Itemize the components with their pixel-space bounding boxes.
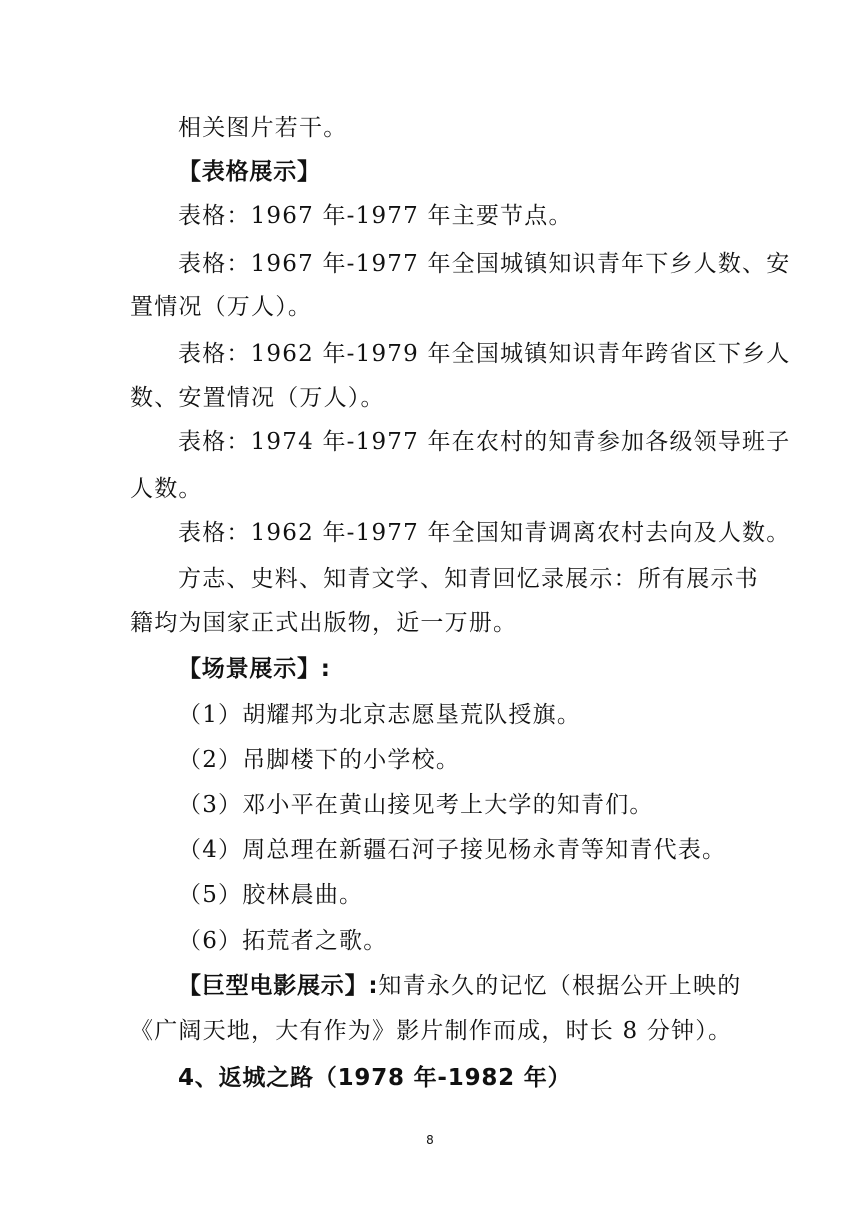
paragraph-table-4-line-1: 表格：1974 年-1977 年在农村的知青参加各级领导班子 bbox=[178, 429, 791, 455]
page-number: 8 bbox=[426, 1133, 434, 1147]
scene-item-6: （6）拓荒者之歌。 bbox=[178, 928, 388, 954]
scene-item-2: （2）吊脚楼下的小学校。 bbox=[178, 747, 461, 773]
scene-item-1: （1）胡耀邦为北京志愿垦荒队授旗。 bbox=[178, 702, 582, 728]
paragraph-table-3-line-1: 表格：1962 年-1979 年全国城镇知识青年跨省区下乡人 bbox=[178, 341, 791, 367]
scene-item-4: （4）周总理在新疆石河子接见杨永青等知青代表。 bbox=[178, 837, 727, 863]
film-display-line-1 bbox=[178, 971, 742, 1001]
paragraph-table-5: 表格：1962 年-1977 年全国知青调离农村去向及人数。 bbox=[178, 520, 791, 546]
paragraph-books-line-2: 籍均为国家正式出版物，近一万册。 bbox=[130, 610, 518, 636]
film-display-text: 知青永久的记忆（根据公开上映的 bbox=[378, 973, 742, 999]
paragraph-books-line-1: 方志、史料、知青文学、知青回忆录展示：所有展示书 bbox=[178, 566, 759, 592]
paragraph-table-2-line-2: 置情况（万人）。 bbox=[130, 294, 313, 320]
film-display-line-2: 《广阔天地，大有作为》影片制作而成，时长 8 分钟）。 bbox=[130, 1018, 733, 1044]
heading-giant-film-display: 【巨型电影展示】: bbox=[178, 973, 379, 999]
heading-scene-display: 【场景展示】: bbox=[178, 656, 331, 682]
paragraph-table-3-line-2: 数、安置情况（万人）。 bbox=[130, 385, 385, 411]
paragraph-table-1: 表格：1967 年-1977 年主要节点。 bbox=[178, 203, 573, 229]
section-heading-return-to-city: 4、返城之路（1978 年-1982 年） bbox=[178, 1065, 572, 1091]
scene-item-3: （3）邓小平在黄山接见考上大学的知青们。 bbox=[178, 792, 654, 818]
paragraph-table-2-line-1: 表格：1967 年-1977 年全国城镇知识青年下乡人数、安 bbox=[178, 251, 791, 277]
paragraph-related-images: 相关图片若干。 bbox=[178, 115, 348, 141]
paragraph-table-4-line-2: 人数。 bbox=[130, 476, 203, 502]
heading-table-display: 【表格展示】 bbox=[178, 159, 321, 185]
scene-item-5: （5）胶林晨曲。 bbox=[178, 882, 364, 908]
